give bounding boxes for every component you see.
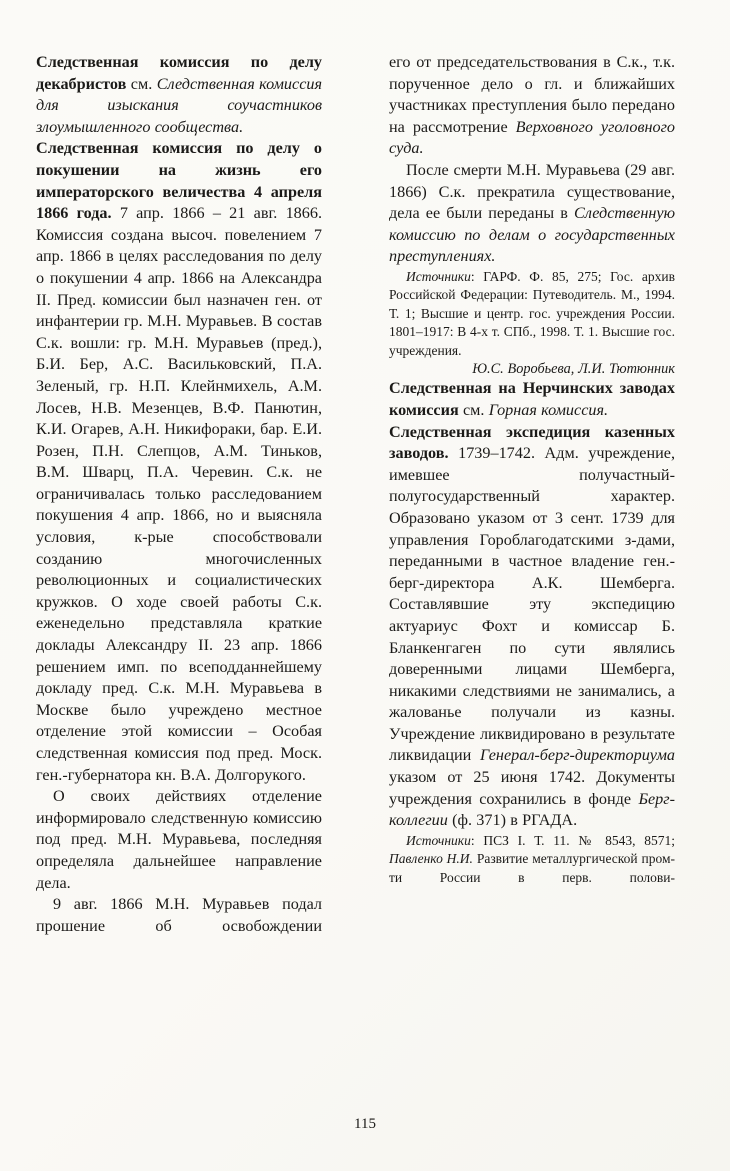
term-reference: Берг-коллегии — [389, 789, 675, 830]
sources-text: : ГАРФ. Ф. 85, 275; Гос. архив Российской Федерации: Путеводитель. М., 1994. Т. 1; Высшие и центр. гос. учреждения России. 1801–1917: В 4-х т. СПб., 1998. Т. 1. Высшие гос. учреждения. — [389, 268, 675, 358]
cross-reference: Следственная комиссия для изыскания соучастников злоумышленного сообщества. — [36, 74, 323, 136]
entry-title: Следственная экспедиция казенных заводов. — [389, 422, 675, 463]
paragraph-text: 9 авг. 1866 М.Н. Муравьев подал прошение об освобождении — [36, 895, 322, 935]
right-column — [389, 52, 675, 887]
entry-komissiya-dekabristov — [36, 52, 322, 138]
body-paragraph — [36, 786, 322, 894]
body-paragraph-continuing — [36, 894, 322, 937]
see-label: см. — [462, 400, 485, 419]
entry-body-text: 1739–1742. Адм. учреждение, имевшее получастный-полугосударственный характер. Образовано указом от 3 сент. 1739 для управления Гороблагодатскими з-дами, переданными в частное владение ген.-берг-директора А.К. Шемберга. Составлявшие эту экспедицию актуариус Фохт и комиссар Б. Бланкенгаген по сути являлись доверенными лицами Шемберга, никакими следствиями не занимались, а жалованье получали из казны. Учреждение ликвидировано в результате ликвидации — [389, 444, 675, 765]
entry-sledstvennaya-ekspediciya — [389, 422, 675, 832]
paragraph-text: его от председательствования в С.к., т.к. порученное дело о гл. и ближайших участниках преступления было передано на рассмотрение — [389, 53, 675, 136]
entry-body-text: 7 апр. 1866 – 21 авг. 1866. Комиссия создана высоч. повелением 7 апр. 1866 в целях расследования по делу о покушении 4 апр. 1866 на Александра II. Пред. комиссии был назначен ген. от инфантерии гр. М.Н. Муравьев. В состав С.к. вошли: гр. М.Н. Муравьев (пред.), Б.И. Бер, А.С. Васильковский, П.А. Зеленый, гр. Н.П. Клейнмихель, А.М. Лосев, Н.В. Мезенцев, В.Ф. Панютин, К.И. Огарев, А.Н. Никифораки, бар. Е.И. Розен, П.Н. Слепцов, А.М. Тиньков, В.М. Шварц, П.А. Черевин. С.к. не ограничивалась только расследованием покушения 4 апр. 1866, но и выясняла условия, к-рые способствовали созданию многочисленных революционных и социалистических кружков. О ходе своей работы С.к. еженедельно представляла краткие доклады Александру II. 23 апр. 1866 решением имп. по всеподданнейшему докладу пред. С.к. М.Н. Муравьева в Москве было учреждено местное отделение этой комиссии – Особая следственная комиссия под пред. Моск. ген.-губернатора кн. В.А. Долгорукого. — [36, 204, 322, 784]
entry-title: Следственная комиссия по делу о покушении на жизнь его императорского величества 4 апреля 1866 года. — [36, 139, 322, 223]
paragraph-text: О своих действиях отделение информировало следственную комиссию под пред. М.Н. Муравьева, последняя определяла дальнейшее направление дела. — [36, 787, 322, 892]
sources-author: Павленко Н.И. — [389, 851, 473, 867]
sources-label: Источники — [406, 832, 471, 848]
entry-komissiya-pokushenie-1866 — [36, 138, 322, 786]
entry-title: Следственная на Нерчинских заводах комиссия — [389, 379, 675, 419]
sources-paragraph — [389, 832, 675, 887]
authors-line — [389, 360, 675, 378]
entry-body-text: указом от 25 июня 1742. Документы учреждения сохранились в фонде — [389, 768, 675, 808]
left-column — [36, 52, 322, 937]
cross-reference: Горная комиссия. — [488, 400, 609, 419]
page-number: 115 — [354, 1116, 376, 1132]
entry-title: Следственная комиссия по делу декабристов — [36, 53, 322, 93]
sources-label: Источники — [406, 268, 471, 284]
sources-text: : ПСЗ I. Т. 11. № 8543, 8571; — [470, 832, 675, 848]
cross-reference: Следственную комиссию по делам о государственных преступлениях. — [389, 204, 675, 266]
continuation-paragraph — [389, 52, 675, 160]
see-label: см. — [130, 74, 153, 93]
term-reference: Генерал-берг-директориума — [480, 746, 675, 765]
authors-names: Ю.С. Воробьева, Л.И. Тютюнник — [472, 360, 675, 377]
sources-text: Развитие металлургической пром-ти России в перв. полови- — [389, 851, 675, 885]
cross-reference: Верховного уголовного суда. — [389, 117, 676, 158]
entry-nerchinskie-zavody — [389, 378, 675, 421]
body-paragraph — [389, 160, 675, 268]
paragraph-text: После смерти М.Н. Муравьева (29 авг. 1866) С.к. прекратила существование, дела ее были переданы в — [389, 160, 675, 223]
entry-body-text: (ф. 371) в РГАДА. — [452, 811, 578, 830]
sources-paragraph — [389, 268, 675, 360]
